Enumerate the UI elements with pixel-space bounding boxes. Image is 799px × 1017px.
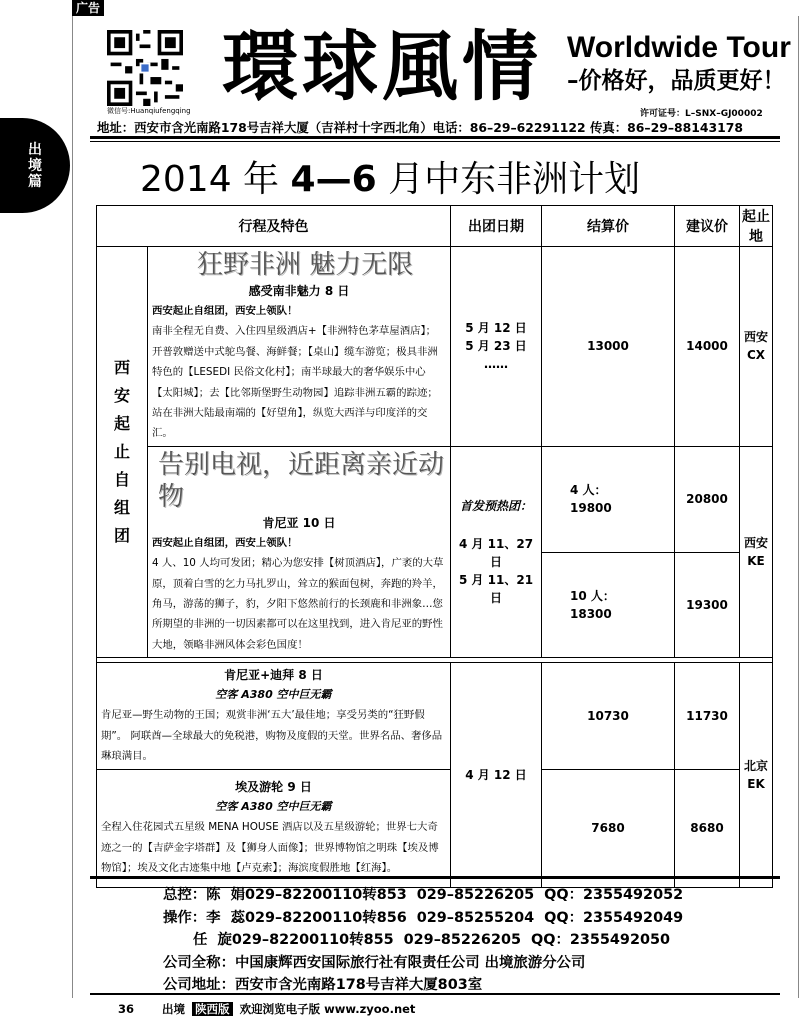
settle-price: 4 人： 19800 (542, 446, 675, 552)
footer-link[interactable]: 欢迎浏览电子版 www.zyoo.net (239, 1002, 416, 1016)
header-suggest-price: 建议价 (675, 206, 740, 247)
license-number: 许可证号：L–SNX–GJ00002 (640, 109, 763, 119)
tour-highlight: 西安起止自组团，西安上领队！ (152, 305, 298, 317)
origin-dest: 西安 KE (740, 446, 773, 657)
section-name: 出境 (162, 1002, 186, 1016)
tour-dates: 首发预热团： 4 月 11、27 日 5 月 11、21 日 (451, 446, 542, 657)
tour-plan-table (96, 205, 773, 888)
table-row (97, 769, 773, 887)
tour-description (97, 663, 451, 769)
footer-rule-2 (90, 993, 780, 995)
brand-name-cn: 環球風情 (222, 22, 542, 111)
tour-text: 南非全程无自费、入住四星级酒店+【非洲特色茅草屋酒店】；开普敦赠送中式鸵鸟餐、海鲜餐；【桌山】缆车游览；极具非洲特色的【LESEDI 民俗文化村】；南半球最大的奢华娱乐中心【太阳城】；去【比邻斯堡野生动物园】追踪非洲五霸的踪迹；站在非洲大陆最南端的【好望角】，纵览大西洋与印度洋的交汇。 (152, 325, 438, 440)
contact-line: 总控：陈 娟029–82200110转853 029–85226205 QQ：2355492052 (163, 887, 684, 903)
tour-cabin: 空客 A380 空中巨无霸 (215, 688, 332, 702)
origin-dest: 北京 EK (740, 663, 773, 887)
suggest-price: 14000 (675, 247, 740, 447)
header-origin-dest: 起止地 (740, 206, 773, 247)
tour-description (148, 247, 451, 447)
qr-code-icon (107, 30, 183, 106)
table-row (97, 663, 773, 769)
origin-dest: 西安 CX (740, 247, 773, 447)
suggest-price: 20800 (675, 446, 740, 552)
settle-price: 13000 (542, 247, 675, 447)
tour-name: 感受南非魅力 8 日 (248, 284, 350, 298)
side-tab: 出境篇 (0, 118, 70, 213)
settle-price: 10730 (542, 663, 675, 769)
tour-description (148, 446, 451, 657)
tour-text: 肯尼亚—野生动物的王国；观赏非洲‘五大’最佳地；享受另类的“狂野假期”。 阿联酋—全球最大的免税港，购物及度假的天堂。世界名品、奢侈品琳琅满目。 (101, 709, 443, 763)
brand-name-en: Worldwide Tour (567, 31, 791, 64)
tour-dates: 5 月 12 日 5 月 23 日 …… (451, 247, 542, 447)
brand-slogan: –价格好，品质更好！ (567, 68, 786, 94)
tour-name: 埃及游轮 9 日 (235, 780, 312, 795)
contact-line: 操作：李 蕊029–82200110转856 029–85255204 QQ：2355492049 (163, 909, 684, 926)
ad-tag: 广告 (72, 0, 104, 16)
tour-cabin: 空客 A380 空中巨无霸 (215, 800, 332, 814)
tour-highlight: 西安起止自组团，西安上领队！ (152, 536, 298, 549)
company-name: 公司全称：中国康辉西安国际旅行社有限责任公司 出境旅游分公司 (163, 954, 586, 971)
header-rule (90, 136, 780, 139)
tour-art-title: 告别电视，近距离亲近动物 (158, 449, 445, 512)
tour-text: 4 人、10 人均可发团；精心为您安排【树顶酒店】，广袤的大草原，顶着白雪的乞力马扎罗山，耸立的猴面包树，奔跑的羚羊，角马，游荡的狮子，豹，夕阳下悠然前行的长颈鹿和非洲象…您所期望的非洲的一切因素都可以在这里找到，进入肯尼亚的野性大地，领略非洲风体会彩色国度！ (152, 557, 444, 651)
suggest-price: 11730 (675, 663, 740, 769)
tour-text: 全程入住花园式五星级 MENA HOUSE 酒店以及五星级游轮；世界七大奇迹之一的【吉萨金字塔群】及【狮身人面像】；世界博物馆之明珠【埃及博物馆】；埃及文化古迹集中地【卢克索】；海滨度假胜地【红海】。 (101, 821, 439, 875)
wechat-id: 微信号:Huanqiufengqing (107, 107, 191, 115)
tour-description (97, 769, 451, 887)
tour-name: 肯尼亚+迪拜 8 日 (224, 668, 323, 683)
suggest-price: 19300 (675, 552, 740, 658)
tour-name: 肯尼亚 10 日 (262, 515, 336, 530)
contact-line: 任 旋029–82200110转855 029–85226205 QQ：2355492050 (163, 932, 670, 948)
settle-price: 7680 (542, 769, 675, 887)
edition-badge: 陕西版 (192, 1002, 233, 1016)
suggest-price: 8680 (675, 769, 740, 887)
header-rule-thin (90, 141, 780, 142)
contact-block (163, 884, 683, 997)
table-header-row (97, 206, 773, 247)
company-address: 公司地址：西安市含光南路178号吉祥大厦803室 (163, 977, 483, 993)
header-itinerary: 行程及特色 (97, 206, 451, 247)
address-line: 地址：西安市含光南路178号吉祥大厦（吉祥村十字西北角）电话：86–29–62291122 传真：86–29–88143178 (97, 120, 743, 135)
page-number: 36 (118, 1002, 135, 1016)
header-dates: 出团日期 (451, 206, 542, 247)
tour-dates: 4 月 12 日 (451, 663, 542, 887)
table-row (97, 247, 773, 447)
region-label: 西 安 起 止 自 组 团 (97, 247, 148, 658)
page-title: 2014 年 4—6 月中东非洲计划 (140, 159, 641, 200)
header-settle-price: 结算价 (542, 206, 675, 247)
page-footer (118, 1001, 415, 1017)
footer-rule (90, 876, 780, 879)
tour-art-title: 狂野非洲 魅力无限 (197, 250, 414, 280)
table-row (97, 446, 773, 552)
settle-price: 10 人： 18300 (542, 552, 675, 658)
